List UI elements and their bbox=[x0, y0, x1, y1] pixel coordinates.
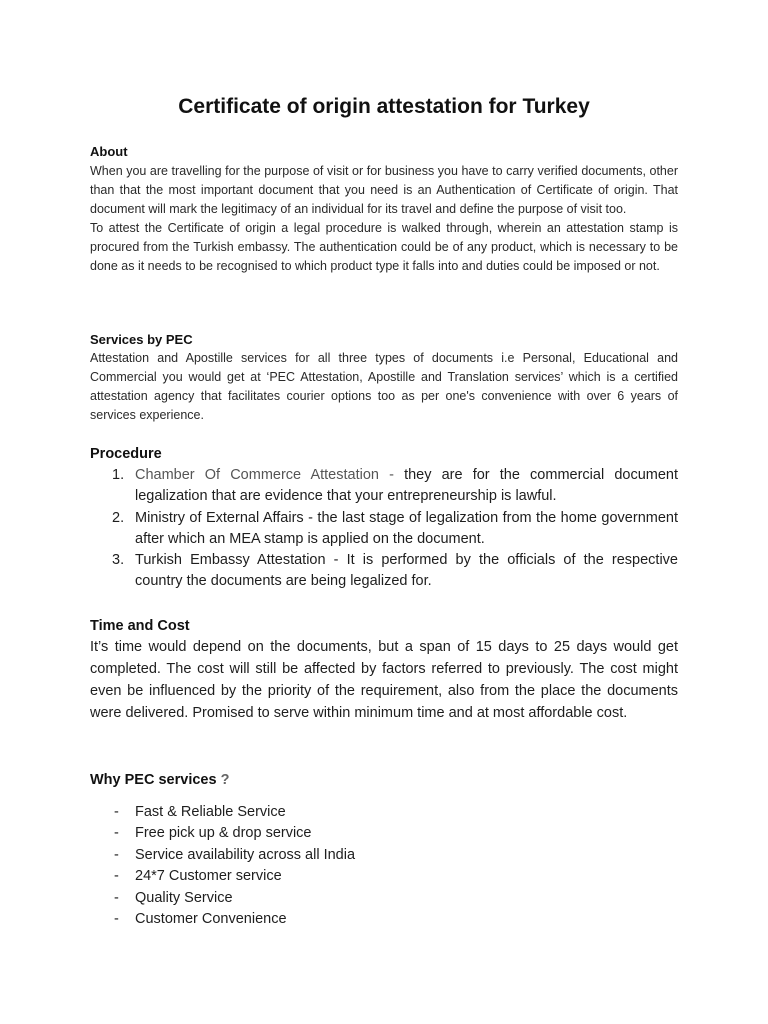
why-list-item bbox=[90, 909, 678, 930]
procedure-item-number: 3. bbox=[112, 552, 125, 568]
procedure-item-number: 2. bbox=[112, 509, 125, 526]
why-item-text: Fast & Reliable Service bbox=[135, 804, 286, 820]
why-question-mark: ? bbox=[220, 772, 230, 788]
page-title: Certificate of origin attestation for Turkey bbox=[178, 95, 590, 118]
why-item-text: Customer Convenience bbox=[135, 911, 287, 928]
about-paragraph-1: When you are travelling for the purpose of visit or for business you have to carry verified documents, other than that the most important document that you need is an Authentication of Certificate of origin. That document will mark the legitimacy of an individual for its travel and define the purpose of visit too. bbox=[90, 164, 678, 216]
time-cost-paragraph: It’s time would depend on the documents, but a span of 15 days to 25 days would get completed. The cost will still be affected by factors referred to previously. The cost might even be influenced by the priority of the requirement, also from the place the documents were delivered. Promised to serve within minimum time and at most affordable cost. bbox=[90, 639, 678, 721]
procedure-item bbox=[90, 550, 678, 592]
procedure-item-lead: Chamber Of Commerce Attestation - bbox=[135, 467, 394, 483]
list-bullet: - bbox=[114, 868, 119, 885]
procedure-item-number: 1. bbox=[112, 467, 125, 483]
services-section bbox=[90, 349, 678, 425]
why-item-text: 24*7 Customer service bbox=[135, 868, 282, 885]
list-bullet: - bbox=[114, 911, 119, 928]
services-heading: Services by PEC bbox=[90, 332, 193, 347]
procedure-item-text: they are for the commercial document legalization that are evidence that your entrepreneurship is lawful. bbox=[135, 467, 678, 504]
why-list-item bbox=[90, 802, 678, 823]
procedure-item-text: Turkish Embassy Attestation - It is performed by the officials of the respective country the documents are being legalized for. bbox=[135, 552, 678, 589]
why-section bbox=[90, 802, 678, 930]
procedure-heading: Procedure bbox=[90, 446, 162, 462]
why-heading bbox=[90, 770, 229, 790]
why-list bbox=[90, 802, 678, 930]
list-bullet: - bbox=[114, 804, 119, 820]
why-heading-text: Why PEC services bbox=[90, 772, 217, 788]
why-list-item bbox=[90, 866, 678, 887]
procedure-item bbox=[90, 508, 678, 550]
list-bullet: - bbox=[114, 825, 119, 842]
procedure-item-text: Ministry of External Affairs - the last stage of legalization from the home government after which an MEA stamp is applied on the document. bbox=[135, 509, 678, 547]
about-heading: About bbox=[90, 144, 128, 159]
why-item-text: Quality Service bbox=[135, 889, 233, 906]
why-list-item bbox=[90, 845, 678, 866]
why-item-text: Free pick up & drop service bbox=[135, 825, 312, 842]
why-list-item bbox=[90, 823, 678, 844]
why-item-text: Service availability across all India bbox=[135, 846, 356, 863]
list-bullet: - bbox=[114, 846, 119, 863]
procedure-item bbox=[90, 465, 678, 507]
why-list-item bbox=[90, 888, 678, 909]
list-bullet: - bbox=[114, 889, 119, 906]
time-cost-section bbox=[90, 636, 678, 724]
time-cost-heading: Time and Cost bbox=[90, 618, 190, 634]
procedure-list bbox=[90, 465, 678, 592]
procedure-section bbox=[90, 465, 678, 593]
about-section bbox=[90, 162, 678, 276]
about-paragraph-2: To attest the Certificate of origin a legal procedure is walked through, wherein an attestation stamp is procured from the Turkish embassy. The authentication could be of any product, which is necessary to be done as it needs to be recognised to which product type it falls into and duties could be imposed or not. bbox=[90, 221, 678, 273]
services-paragraph: Attestation and Apostille services for all three types of documents i.e Personal, Educational and Commercial you would get at ‘PEC Attestation, Apostille and Translation services’ which is a certified attestation agency that facilitates courier options too as per one's convenience with over 6 years of services experience. bbox=[90, 351, 678, 422]
